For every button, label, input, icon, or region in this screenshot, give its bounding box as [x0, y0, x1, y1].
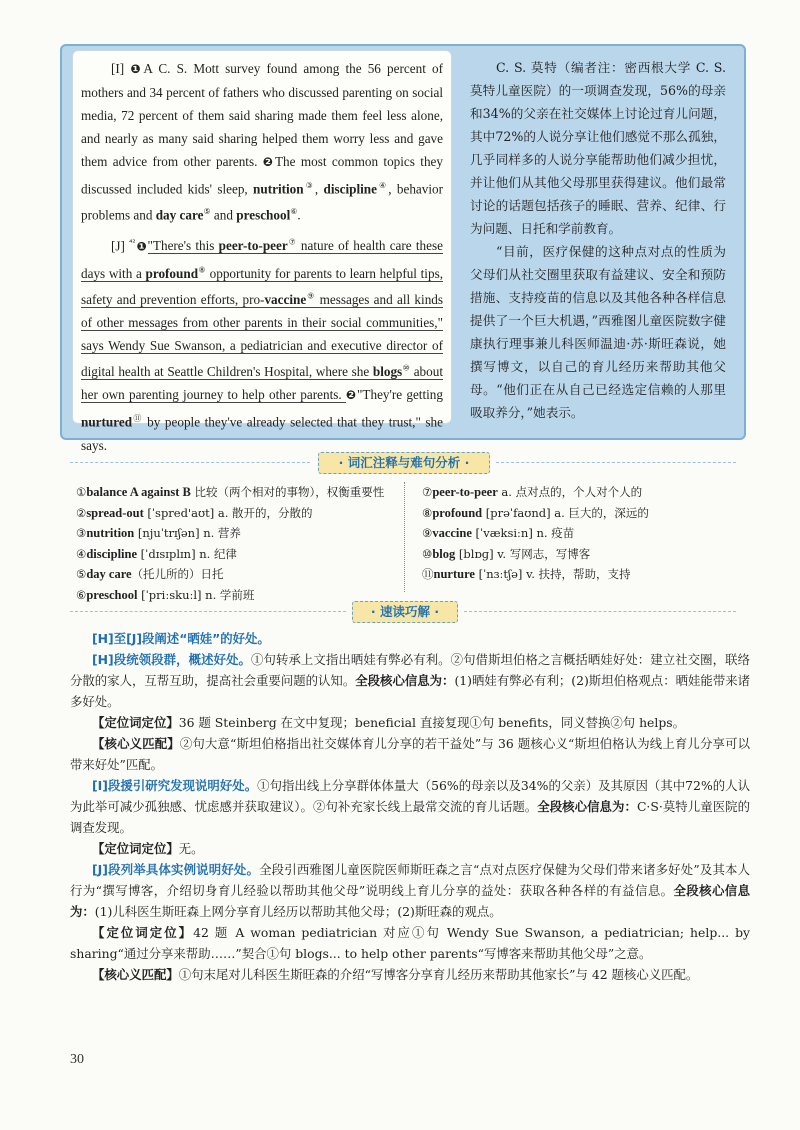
reading-header: · 速读巧解 ·	[352, 601, 458, 623]
analysis-paragraph: [H]至[J]段阐述“晒娃”的好处。	[92, 631, 270, 646]
vocab-item: ②spread-out [ˈspred'aʊt] a. 散开的，分散的	[76, 505, 313, 520]
analysis-paragraph: 【定位词定位】无。	[92, 841, 204, 856]
vocab-item: ①balance A against B 比较（两个相对的事物），权衡重要性	[76, 485, 385, 499]
vocab-item: ⑩blog [blɒɡ] v. 写网志，写博客	[422, 546, 591, 561]
divider-line	[464, 611, 736, 613]
vocab-item: ⑥preschool [ˈpriːskuːl] n. 学前班	[76, 587, 255, 602]
vocab-item: ③nutrition [njuˈtrɪʃən] n. 营养	[76, 526, 241, 540]
vocab-divider	[404, 482, 411, 592]
vocab-item: ⑧profound [prəˈfaʊnd] a. 巨大的，深远的	[422, 505, 649, 520]
translation-paragraph-i: C. S. 莫特（编者注：密西根大学 C. S. 莫特儿童医院）的一项调查发现，56%的母亲和34%的父亲在社交媒体上讨论过育儿问题，其中72%的人说分享让他们感觉不那么孤独，几乎同样多的人说分享能帮助他们减少担忧，并让他们从其他父母那里获得建议。他们最常讨论的话题包括孩子的睡眠、营养、纪律、行为问题、日托和学前教育。	[470, 60, 726, 236]
analysis-paragraph: 【核心义匹配】②句大意“斯坦伯格指出社交媒体育儿分享的若干益处”与 36 题核心义“斯坦伯格认为线上育儿分享可以带来好处”匹配。	[70, 736, 751, 772]
divider-line	[70, 462, 310, 464]
vocab-item: ⑪nurture [ˈnɜːtʃə] v. 扶持，帮助，支持	[422, 567, 631, 581]
vocab-item: ⑦peer-to-peer a. 点对点的，个人对个人的	[422, 485, 643, 499]
question-tag: ⁴²	[129, 237, 136, 247]
vocab-column-left	[76, 482, 384, 605]
analysis-paragraph: 【定位词定位】36 题 Steinberg 在文中复现；beneficial 直接复现①句 benefits，同义替换②句 helps。	[92, 715, 686, 730]
translation-paragraph-j: “目前，医疗保健的这种点对点的性质为父母们从社交圈里获取有益建议、安全和预防措施、支持疫苗的信息以及其他各种各样信息提供了一个巨大机遇，”西雅图儿童医院数字健康执行理事兼儿科医师温迪·苏·斯旺森说，她撰写博文，以自己的育儿经历来帮助其他父母。“他们正在从自己已经选定信赖的人那里吸取养分，”她表示。	[470, 244, 726, 420]
english-passage	[72, 50, 452, 453]
vocab-item: ⑨vaccine [ˈvæksiːn] n. 疫苗	[422, 526, 575, 540]
underlined-sentence: "There's this peer-to-peer⑦ nature of health care these days with a profound⑧ opportunity for parents to learn helpful tips, safety and prevention efforts, pro-vaccine⑨ messages and all kinds of other messages from other parents in their social communities," says Wendy Sue Swanson, a pediatrician and executive director of digital health at Seattle Children's Hospital, where she blogs⑩ about her own parenting journey to help other parents.	[81, 237, 444, 403]
vocab-column-right	[422, 482, 649, 585]
divider-line	[70, 611, 346, 613]
vocab-header: · 词汇注释与难句分析 ·	[318, 452, 490, 474]
chinese-translation	[462, 50, 734, 424]
analysis-paragraph: 【定位词定位】42 题 A woman pediatrician 对应①句 Wendy Sue Swanson, a pediatrician; help... by sharing“通过分享来帮助……”契合①句 blogs... to help other parents“写博客来帮助其他父母”之意。	[70, 925, 751, 961]
analysis-paragraph: [J]段列举具体实例说明好处。全段引西雅图儿童医院医师斯旺森之言“点对点医疗保健为父母们带来诸多好处”及其本人行为“撰写博客，介绍切身育儿经验以帮助其他父母”说明线上育儿分享的益处：获取各种各样的有益信息。全段核心信息为：(1)儿科医生斯旺森上网分享育儿经历以帮助其他父母；(2)斯旺森的观点。	[70, 862, 751, 919]
paragraph-i: [I] ❶A C. S. Mott survey found among the 56 percent of mothers and 34 percent of fathers who discussed parenting on social media, 72 percent of them said sharing made them feel less alone, and nearly as many said sharing helped them worry less and gave them advice from other parents. ❷The most common topics they discussed included kids' sleep, nutrition③, discipline④, behavior problems and day care⑤ and preschool⑥.	[81, 61, 444, 223]
page-number: 30	[70, 1052, 84, 1067]
analysis-paragraph: [I]段援引研究发现说明好处。①句指出线上分享群体体量大（56%的母亲以及34%的父亲）及其原因（其中72%的人认为此举可减少孤独感、忧虑感并获取建议）。②句补充家长线上最常交流的育儿话题。全段核心信息为：C·S·莫特儿童医院的调查发现。	[70, 778, 751, 835]
vocab-item: ④discipline [ˈdɪsɪplɪn] n. 纪律	[76, 546, 237, 561]
analysis-paragraph: [H]段统领段群，概述好处。①句转承上文指出晒娃有弊必有利。②句借斯坦伯格之言概括晒娃好处：建立社交圈，联络分散的家人，互帮互助，提高社会重要问题的认知。全段核心信息为：(1)晒娃有弊必有利；(2)斯坦伯格观点：晒娃能带来诸多好处。	[70, 652, 751, 709]
analysis-section	[70, 628, 750, 985]
divider-line	[496, 462, 736, 464]
analysis-paragraph: 【核心义匹配】①句末尾对儿科医生斯旺森的介绍“写博客分享育儿经历来帮助其他家长”与 42 题核心义匹配。	[92, 967, 699, 982]
vocab-item: ⑤day care（托儿所的）日托	[76, 567, 224, 581]
paragraph-j: [J] $^{^{42}}$❶"There's this peer-to-peer⑦ nature of health care these days with a profound⑧ opportunity for parents to learn helpful tips, safety and prevention efforts, pro-vaccine⑨ messages and all kinds of other messages from other parents in their social communities," says Wendy Sue Swanson, a pediatrician and executive director of digital health at Seattle Children's Hospital, where she blogs⑩ about her own parenting journey to help other parents. ❷"They're getting nurtured⑪ by people they've already selected that they trust," she says.	[81, 237, 444, 453]
